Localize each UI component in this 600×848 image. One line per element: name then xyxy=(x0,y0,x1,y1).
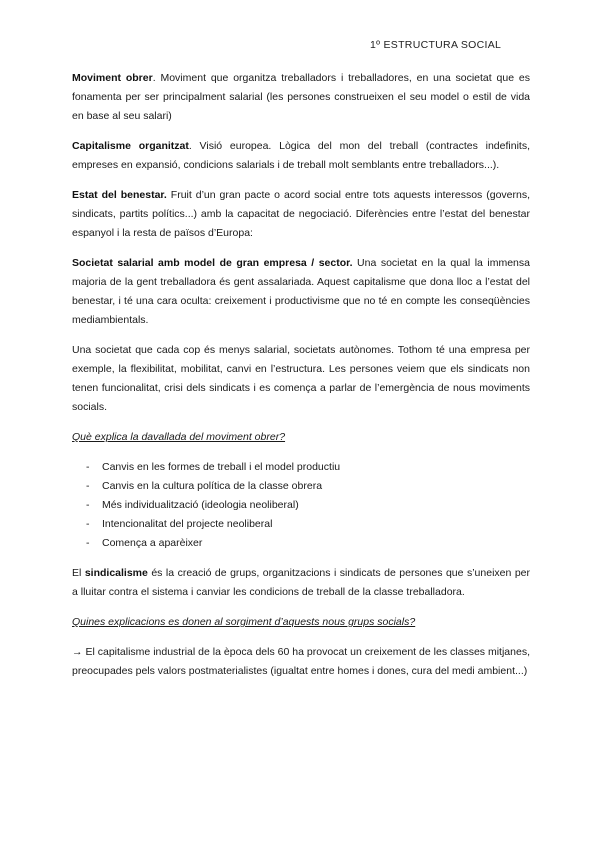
paragraph-capitalisme-industrial: → El capitalisme industrial de la època dels 60 ha provocat un creixement de les classes mitjanes, preocupades pels valors postmaterialistes (igualtat entre homes i dones, cura del medi ambient...) xyxy=(72,646,530,677)
reasons-list xyxy=(72,458,530,553)
definition-capitalisme-organitzat: . Visió europea. Lògica del mon del treball (contractes indefinits, empreses en expansió, condicions salarials i de treball molt semblants entre treballadors...). xyxy=(72,140,530,171)
paragraph-estat-benestar xyxy=(72,186,530,243)
term-capitalisme-organitzat: Capitalisme organitzat xyxy=(72,140,189,152)
list-item: - Canvis en les formes de treball i el model productiu xyxy=(90,458,530,477)
question-davallada: Què explica la davallada del moviment obrer? xyxy=(72,431,286,443)
definition-sindicalisme: és la creació de grups, organitzacions i sindicats de persones que s’uneixen per a lluitar contra el sistema i canviar les condicions de treball de la classe treballadora. xyxy=(72,567,530,598)
list-item: - Comença a aparèixer xyxy=(90,534,530,553)
sindicalisme-prefix: El xyxy=(72,567,85,579)
list-item: - Canvis en la cultura política de la classe obrera xyxy=(90,477,530,496)
paragraph-societat-menys-salarial: Una societat que cada cop és menys salarial, societats autònomes. Tothom té una empresa per exemple, la flexibilitat, mobilitat, canvi en l’estructura. Les persones veiem que els sindicats non tenen funcionalitat, crisi dels sindicats i es comença a parlar de l’emergència de nous moviments socials. xyxy=(72,344,530,413)
list-item: - Intencionalitat del projecte neoliberal xyxy=(90,515,530,534)
page-header: 1º ESTRUCTURA SOCIAL xyxy=(370,39,502,51)
paragraph-societat-salarial xyxy=(72,254,530,330)
paragraph-capitalisme-organitzat xyxy=(72,137,530,175)
definition-moviment-obrer: . Moviment que organitza treballadors i treballadores, en una societat que es fonamenta per ser principalment salarial (les persones construeixen el seu model o estil de vida en base al seu salari) xyxy=(72,72,530,122)
definition-estat-benestar: Fruit d’un gran pacte o acord social entre tots aquests interessos (governs, sindicats, partits polítics...) amb la capacitat de negociació. Diferències entre l’estat del benestar espanyol i la resta de països d’Europa: xyxy=(72,189,530,239)
paragraph-sindicalisme xyxy=(72,564,530,602)
term-sindicalisme: sindicalisme xyxy=(84,567,148,579)
question-sorgiment: Quines explicacions es donen al sorgiment d’aquests nous grups socials? xyxy=(72,616,416,628)
document-body xyxy=(72,69,530,692)
list-item: - Més individualització (ideologia neoliberal) xyxy=(90,496,530,515)
term-estat-benestar: Estat del benestar. xyxy=(72,189,167,201)
term-moviment-obrer: Moviment obrer xyxy=(72,72,153,84)
term-societat-salarial: Societat salarial amb model de gran empresa / sector. xyxy=(72,257,353,269)
paragraph-moviment-obrer xyxy=(72,69,530,126)
definition-societat-salarial: Una societat en la qual la immensa majoria de la gent treballadora és gent assalariada. Aquest capitalisme que dona lloc a l’estat del benestar, i té una cara oculta: creixement i productivisme que no té en compte les conseqüències mediambientals. xyxy=(72,257,530,326)
